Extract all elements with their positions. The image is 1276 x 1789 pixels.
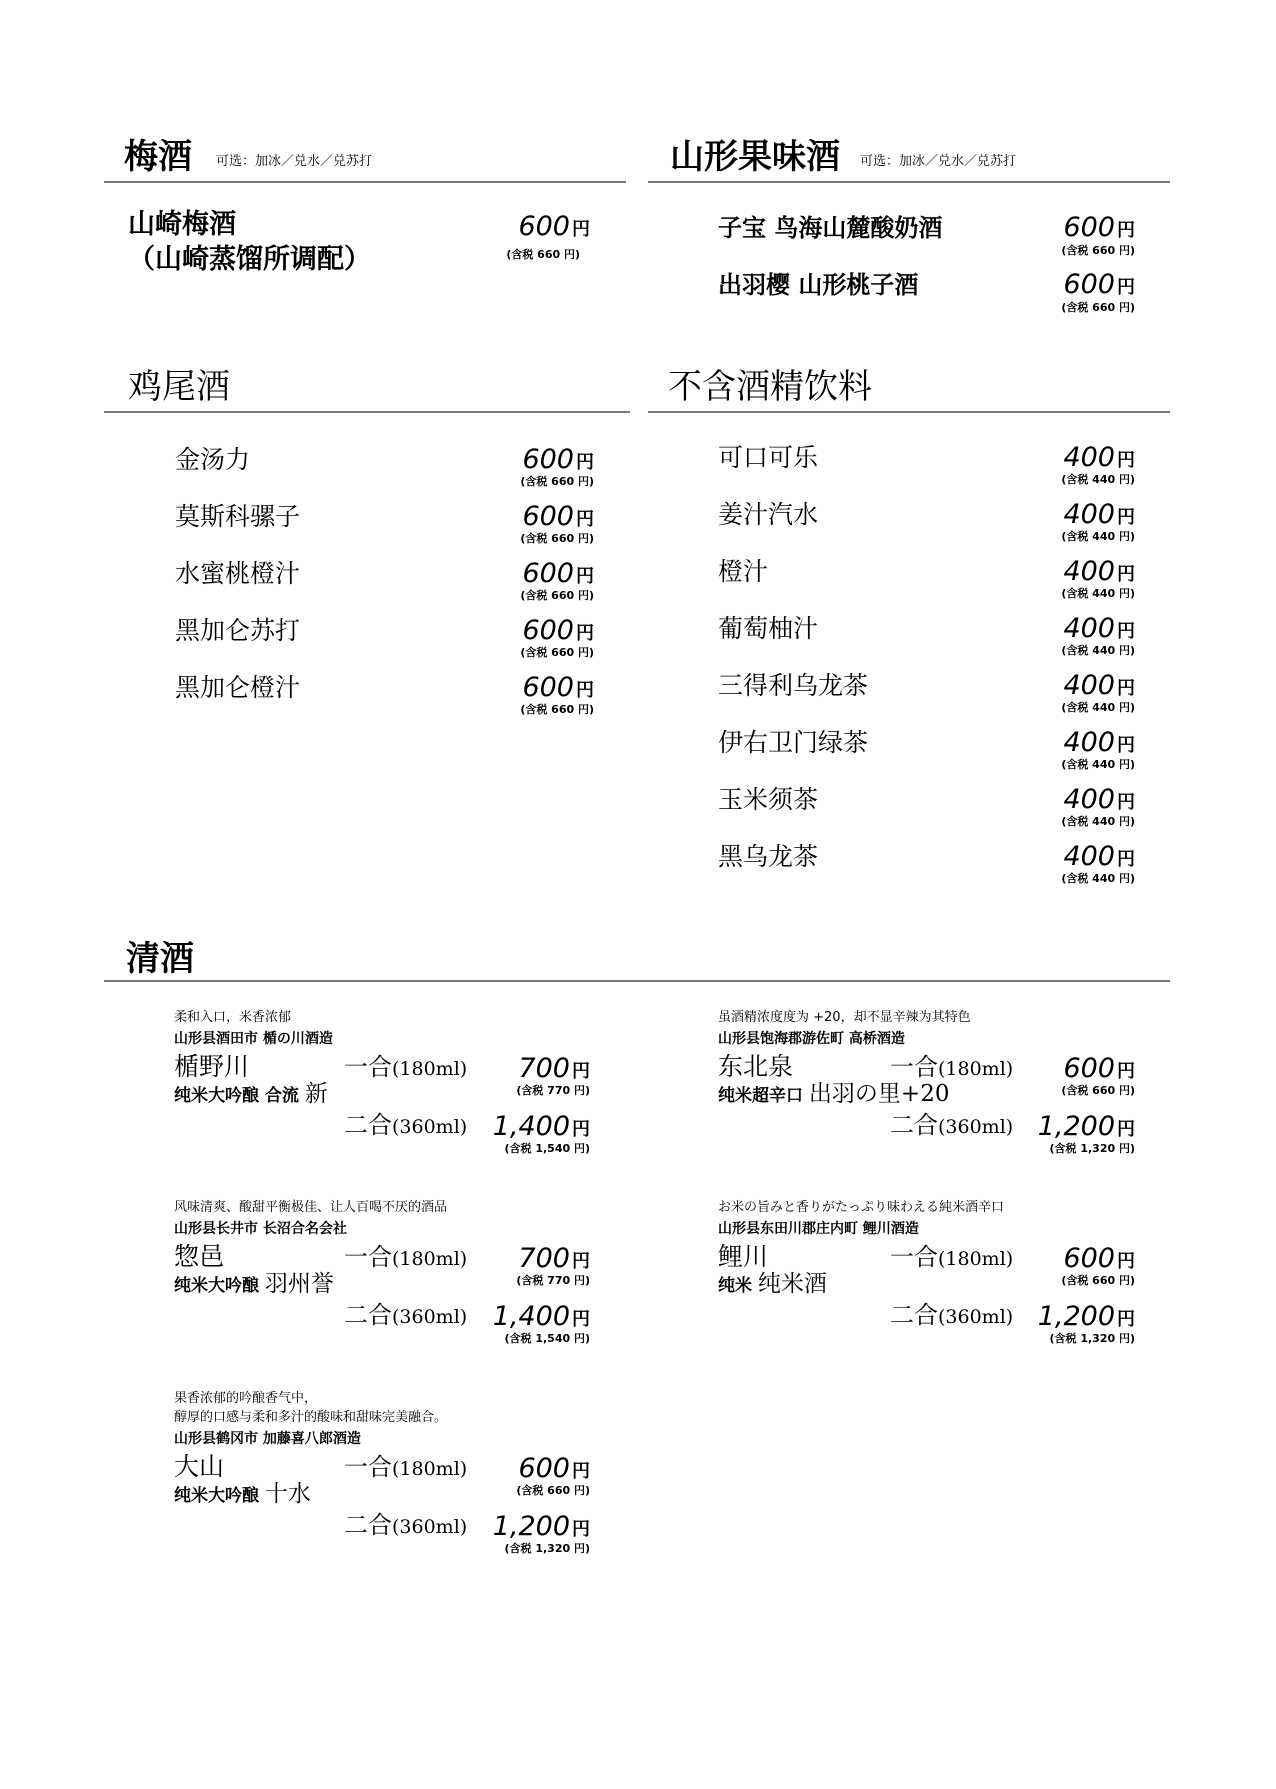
item-tax-price: (含税 660 円) xyxy=(520,532,594,545)
sake-price-180ml: 600 円 xyxy=(1063,1053,1135,1084)
sake-grade: 纯米超辛口 出羽の里+20 xyxy=(718,1081,950,1107)
sake-grade: 纯米大吟酿 十水 xyxy=(174,1481,311,1507)
sake-price-180ml: 700 円 xyxy=(518,1053,590,1084)
list-item: 三得利乌龙茶 xyxy=(718,671,869,700)
list-item: 黑乌龙茶 xyxy=(718,842,819,871)
sake-brewery: 山形县饱海郡游佐町 高桥酒造 xyxy=(718,1031,905,1047)
size-label-180ml: 一合(180ml) xyxy=(890,1243,1014,1271)
sake-tax-180ml: (含税 770 円) xyxy=(516,1274,590,1287)
section-title-cocktail: 鸡尾酒 xyxy=(128,367,230,407)
item-price: 400 円 xyxy=(1063,556,1135,587)
sake-tax-360ml: (含税 1,540 円) xyxy=(504,1332,590,1345)
size-label-180ml: 一合(180ml) xyxy=(890,1053,1014,1081)
size-label-180ml: 一合(180ml) xyxy=(344,1243,468,1271)
sake-grade: 纯米大吟酿 羽州誉 xyxy=(174,1271,334,1297)
list-item: 水蜜桃橙汁 xyxy=(175,559,301,588)
sake-price-360ml: 1,200 円 xyxy=(492,1511,590,1542)
sake-name: 东北泉 xyxy=(718,1052,794,1081)
fruit-divider xyxy=(648,181,1170,183)
item-tax-price: (含税 660 円) xyxy=(520,646,594,659)
sake-divider xyxy=(104,980,1170,982)
sake-description: お米の旨みと香りがたっぷり味わえる純米酒辛口 xyxy=(718,1200,1005,1215)
sake-name: 惣邑 xyxy=(174,1242,225,1271)
sake-description: 果香浓郁的吟酿香气中， xyxy=(174,1391,318,1406)
umeshu-note: 可选：加冰／兑水／兑苏打 xyxy=(216,154,373,169)
item-tax-price: (含税 440 円) xyxy=(1061,587,1135,600)
umeshu-tax-price: (含税 660 円) xyxy=(506,248,580,261)
item-price: 600 円 xyxy=(1063,212,1135,243)
sake-tax-360ml: (含税 1,540 円) xyxy=(504,1142,590,1155)
cocktail-divider xyxy=(104,411,630,413)
sake-price-360ml: 1,400 円 xyxy=(492,1111,590,1142)
list-item: 葡萄柚汁 xyxy=(718,614,819,643)
item-tax-price: (含税 660 円) xyxy=(520,589,594,602)
sake-grade: 纯米 纯米酒 xyxy=(718,1271,827,1297)
item-price: 600 円 xyxy=(522,672,594,703)
item-tax-price: (含税 440 円) xyxy=(1061,701,1135,714)
item-price: 400 円 xyxy=(1063,442,1135,473)
sake-tax-180ml: (含税 660 円) xyxy=(516,1484,590,1497)
item-price: 600 円 xyxy=(522,615,594,646)
fruit-note: 可选：加冰／兑水／兑苏打 xyxy=(860,154,1017,169)
item-price: 400 円 xyxy=(1063,727,1135,758)
item-price: 400 円 xyxy=(1063,670,1135,701)
size-label-360ml: 二合(360ml) xyxy=(344,1301,468,1329)
list-item: 玉米须茶 xyxy=(718,785,819,814)
section-title-softdrinks: 不含酒精饮料 xyxy=(668,367,872,407)
sake-description-line2: 醇厚的口感与柔和多汁的酸味和甜味完美融合。 xyxy=(174,1410,448,1425)
sake-price-180ml: 600 円 xyxy=(518,1453,590,1484)
sake-description: 风味清爽、酸甜平衡极佳、让人百喝不厌的酒品 xyxy=(174,1200,448,1215)
item-tax-price: (含税 440 円) xyxy=(1061,530,1135,543)
sake-price-360ml: 1,400 円 xyxy=(492,1301,590,1332)
sake-tax-360ml: (含税 1,320 円) xyxy=(1049,1142,1135,1155)
list-item: 金汤力 xyxy=(175,445,251,474)
sake-brewery: 山形县鹤冈市 加藤喜八郎酒造 xyxy=(174,1431,361,1447)
item-price: 400 円 xyxy=(1063,841,1135,872)
sake-brewery: 山形县酒田市 楯の川酒造 xyxy=(174,1031,333,1047)
sake-tax-180ml: (含税 660 円) xyxy=(1061,1274,1135,1287)
list-item: 莫斯科骡子 xyxy=(175,502,301,531)
sake-description: 柔和入口，米香浓郁 xyxy=(174,1010,292,1025)
list-item: 伊右卫门绿茶 xyxy=(718,728,869,757)
section-title-sake: 清酒 xyxy=(126,939,194,979)
item-tax-price: (含税 440 円) xyxy=(1061,815,1135,828)
item-tax-price: (含税 440 円) xyxy=(1061,644,1135,657)
section-title-fruit: 山形果味酒 xyxy=(670,137,840,177)
item-price: 600 円 xyxy=(1063,269,1135,300)
size-label-360ml: 二合(360ml) xyxy=(890,1111,1014,1139)
list-item: 橙汁 xyxy=(718,557,769,586)
size-label-360ml: 二合(360ml) xyxy=(344,1111,468,1139)
section-title-umeshu: 梅酒 xyxy=(124,137,192,177)
list-item: 可口可乐 xyxy=(718,443,819,472)
item-tax-price: (含税 660 円) xyxy=(1061,244,1135,257)
item-price: 400 円 xyxy=(1063,613,1135,644)
sake-tax-180ml: (含税 660 円) xyxy=(1061,1084,1135,1097)
item-tax-price: (含税 440 円) xyxy=(1061,872,1135,885)
umeshu-divider xyxy=(104,181,626,183)
item-price: 600 円 xyxy=(522,444,594,475)
item-price: 600 円 xyxy=(522,558,594,589)
item-price: 600 円 xyxy=(522,501,594,532)
sake-price-360ml: 1,200 円 xyxy=(1037,1301,1135,1332)
list-item: 子宝 鸟海山麓酸奶酒 xyxy=(718,213,943,242)
list-item: 出羽樱 山形桃子酒 xyxy=(718,270,919,299)
sake-price-180ml: 600 円 xyxy=(1063,1243,1135,1274)
item-tax-price: (含税 440 円) xyxy=(1061,758,1135,771)
size-label-360ml: 二合(360ml) xyxy=(890,1301,1014,1329)
umeshu-item-name: 山崎梅酒 xyxy=(128,209,236,240)
umeshu-price: 600 円 xyxy=(518,211,590,242)
sake-price-180ml: 700 円 xyxy=(518,1243,590,1274)
size-label-360ml: 二合(360ml) xyxy=(344,1511,468,1539)
item-price: 400 円 xyxy=(1063,499,1135,530)
size-label-180ml: 一合(180ml) xyxy=(344,1053,468,1081)
softdrinks-divider xyxy=(648,411,1170,413)
sake-name: 鲤川 xyxy=(718,1242,769,1271)
size-label-180ml: 一合(180ml) xyxy=(344,1453,468,1481)
sake-tax-360ml: (含税 1,320 円) xyxy=(1049,1332,1135,1345)
item-price: 400 円 xyxy=(1063,784,1135,815)
list-item: 黑加仑苏打 xyxy=(175,616,301,645)
sake-tax-360ml: (含税 1,320 円) xyxy=(504,1542,590,1555)
item-tax-price: (含税 660 円) xyxy=(1061,301,1135,314)
sake-tax-180ml: (含税 770 円) xyxy=(516,1084,590,1097)
sake-grade: 纯米大吟酿 合流 新 xyxy=(174,1081,328,1107)
list-item: 姜汁汽水 xyxy=(718,500,819,529)
list-item: 黑加仑橙汁 xyxy=(175,673,301,702)
item-tax-price: (含税 660 円) xyxy=(520,703,594,716)
sake-brewery: 山形县东田川郡庄内町 鲤川酒造 xyxy=(718,1221,919,1237)
sake-name: 楯野川 xyxy=(174,1052,250,1081)
umeshu-item-subname: （山崎蒸馏所调配） xyxy=(128,244,371,275)
sake-description: 虽酒精浓度度为 +20，却不显辛辣为其特色 xyxy=(718,1010,971,1025)
sake-price-360ml: 1,200 円 xyxy=(1037,1111,1135,1142)
item-tax-price: (含税 660 円) xyxy=(520,475,594,488)
sake-brewery: 山形县长井市 长沼合名会社 xyxy=(174,1221,347,1237)
item-tax-price: (含税 440 円) xyxy=(1061,473,1135,486)
sake-name: 大山 xyxy=(174,1452,225,1481)
